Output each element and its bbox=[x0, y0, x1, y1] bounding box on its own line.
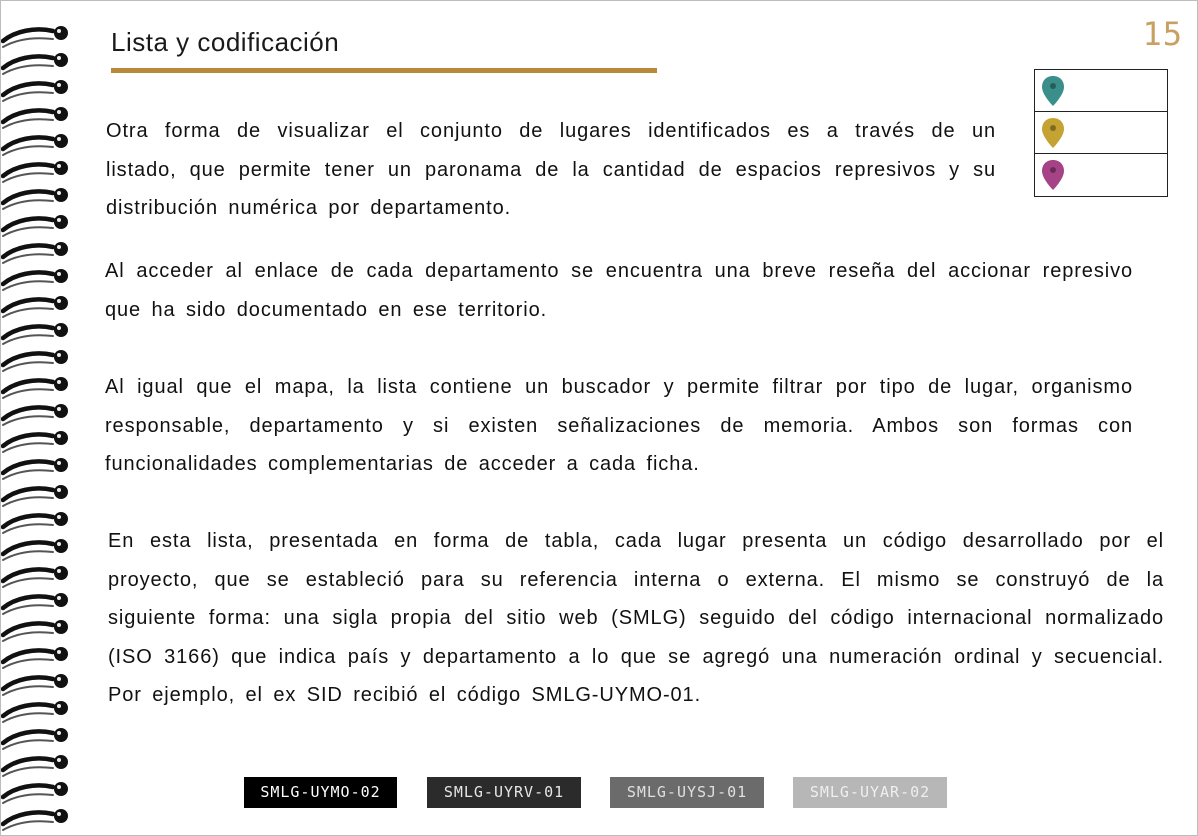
spiral-binding-icon bbox=[1, 15, 81, 835]
code-badge: SMLG-UYMO-02 bbox=[244, 777, 397, 808]
marker-legend bbox=[1034, 69, 1168, 197]
paragraph-code-explanation: En esta lista, presentada en forma de tabla, cada lugar presenta un código desarrollado por el proyecto, que se estableció para su referencia interna o externa. El mismo se construyó de la siguiente forma: una sigla propia del sitio web (SMLG) seguido del código internacional normalizado (ISO 3166) que indica país y departamento a lo que se agregó una numeración ordinal y secuencial. Por ejemplo, el ex SID recibió el código SMLG-UYMO-01. bbox=[108, 530, 1164, 706]
paragraph-search-filter: Al igual que el mapa, la lista contiene un buscador y permite filtrar por tipo de lugar, organismo responsable, departamento y si existen señalizaciones de memoria. Ambos son formas con funcionalidades complementarias de acceder a cada ficha. bbox=[105, 376, 1133, 475]
code-badge: SMLG-UYAR-02 bbox=[793, 777, 947, 808]
page-number: 15 bbox=[1142, 15, 1183, 53]
map-pin-icon bbox=[1041, 117, 1065, 149]
map-pin-icon bbox=[1041, 75, 1065, 107]
legend-row-magenta bbox=[1035, 154, 1167, 196]
map-pin-icon bbox=[1041, 159, 1065, 191]
paragraph-intro: Otra forma de visualizar el conjunto de lugares identificados es a través de un listado, que permite tener un paronama de la cantidad de espacios represivos y su distribución numérica por departamento. bbox=[106, 120, 996, 219]
legend-row-gold bbox=[1035, 112, 1167, 154]
code-badge: SMLG-UYSJ-01 bbox=[610, 777, 764, 808]
page-title: Lista y codificación bbox=[111, 27, 340, 57]
code-examples bbox=[1, 777, 1198, 809]
legend-row-teal bbox=[1035, 70, 1167, 112]
paragraph-department-link: Al acceder al enlace de cada departamento se encuentra una breve reseña del accionar represivo que ha sido documentado en ese territorio. bbox=[105, 260, 1133, 321]
title-underline bbox=[111, 68, 657, 73]
code-badge: SMLG-UYRV-01 bbox=[427, 777, 581, 808]
